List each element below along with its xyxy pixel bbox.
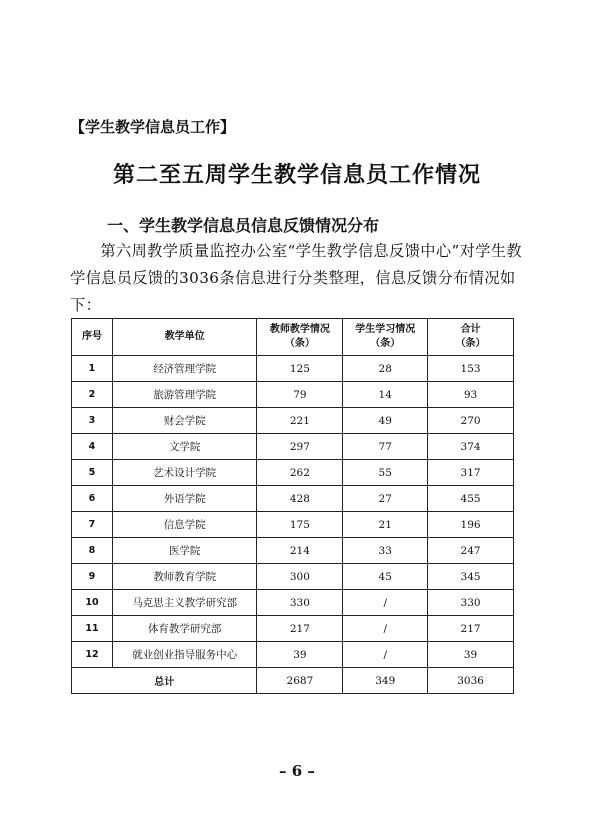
cell-teacher: 39 — [257, 642, 343, 668]
header-unit: 教学单位 — [112, 319, 257, 356]
page-title: 第二至五周学生教学信息员工作情况 — [112, 162, 481, 188]
summary-student: 349 — [343, 668, 428, 694]
cell-teacher: 297 — [257, 434, 343, 460]
cell-unit: 就业创业指导服务中心 — [112, 642, 257, 668]
section-subtitle: 一、学生教学信息员信息反馈情况分布 — [107, 216, 380, 235]
cell-student: 28 — [343, 356, 428, 382]
cell-index: 12 — [72, 642, 113, 668]
header-total-line2: （条） — [455, 338, 486, 349]
cell-total: 345 — [428, 564, 514, 590]
cell-student: 27 — [343, 486, 428, 512]
cell-student: 49 — [343, 408, 428, 434]
cell-total: 217 — [428, 616, 514, 642]
header-total — [428, 319, 514, 356]
cell-student: 45 — [343, 564, 428, 590]
cell-index: 1 — [72, 356, 113, 382]
cell-unit: 艺术设计学院 — [112, 460, 257, 486]
cell-student: 55 — [343, 460, 428, 486]
cell-student: / — [343, 590, 428, 616]
table-row — [72, 434, 514, 460]
cell-total: 153 — [428, 356, 514, 382]
header-index: 序号 — [72, 319, 113, 356]
cell-teacher: 125 — [257, 356, 343, 382]
cell-index: 5 — [72, 460, 113, 486]
cell-total: 317 — [428, 460, 514, 486]
cell-student: / — [343, 616, 428, 642]
header-student — [343, 319, 428, 356]
table-row — [72, 486, 514, 512]
intro-paragraph: 第六周教学质量监控办公室“学生教学信息反馈中心”对学生教学信息员反馈的3036条信息进行分类整理，信息反馈分布情况如下： — [70, 242, 522, 314]
header-student-line1: 学生学习情况 — [355, 324, 416, 335]
cell-unit: 旅游管理学院 — [112, 382, 257, 408]
header-teacher — [257, 319, 343, 356]
cell-student: 21 — [343, 512, 428, 538]
cell-teacher: 300 — [257, 564, 343, 590]
cell-index: 3 — [72, 408, 113, 434]
cell-teacher: 262 — [257, 460, 343, 486]
cell-teacher: 217 — [257, 616, 343, 642]
cell-unit: 体育教学研究部 — [112, 616, 257, 642]
cell-index: 4 — [72, 434, 113, 460]
table-row — [72, 382, 514, 408]
table-row — [72, 512, 514, 538]
table-row — [72, 356, 514, 382]
summary-teacher: 2687 — [257, 668, 343, 694]
cell-student: 33 — [343, 538, 428, 564]
cell-total: 270 — [428, 408, 514, 434]
page-number: – 6 – — [279, 762, 315, 780]
cell-total: 39 — [428, 642, 514, 668]
table-row — [72, 642, 514, 668]
cell-unit: 文学院 — [112, 434, 257, 460]
cell-index: 10 — [72, 590, 113, 616]
table-row — [72, 538, 514, 564]
cell-teacher: 221 — [257, 408, 343, 434]
summary-label: 总计 — [72, 668, 257, 694]
cell-total: 247 — [428, 538, 514, 564]
cell-total: 455 — [428, 486, 514, 512]
header-total-line1: 合计 — [460, 324, 481, 335]
cell-teacher: 214 — [257, 538, 343, 564]
cell-index: 8 — [72, 538, 113, 564]
table-row — [72, 564, 514, 590]
summary-total: 3036 — [428, 668, 514, 694]
cell-total: 330 — [428, 590, 514, 616]
section-tag: 【学生教学信息员工作】 — [70, 118, 236, 136]
cell-student: 77 — [343, 434, 428, 460]
table-row — [72, 590, 514, 616]
cell-total: 93 — [428, 382, 514, 408]
cell-total: 196 — [428, 512, 514, 538]
cell-unit: 财会学院 — [112, 408, 257, 434]
header-teacher-line1: 教师教学情况 — [269, 324, 330, 335]
cell-total: 374 — [428, 434, 514, 460]
cell-unit: 马克思主义教学研究部 — [112, 590, 257, 616]
table-header-row — [72, 319, 514, 356]
cell-index: 6 — [72, 486, 113, 512]
feedback-table — [71, 318, 514, 694]
cell-student: / — [343, 642, 428, 668]
cell-unit: 经济管理学院 — [112, 356, 257, 382]
cell-unit: 外语学院 — [112, 486, 257, 512]
cell-index: 7 — [72, 512, 113, 538]
cell-student: 14 — [343, 382, 428, 408]
table-row — [72, 408, 514, 434]
table-row — [72, 460, 514, 486]
cell-index: 2 — [72, 382, 113, 408]
cell-unit: 信息学院 — [112, 512, 257, 538]
table-summary-row — [72, 668, 514, 694]
cell-teacher: 330 — [257, 590, 343, 616]
cell-teacher: 175 — [257, 512, 343, 538]
cell-unit: 教师教育学院 — [112, 564, 257, 590]
cell-unit: 医学院 — [112, 538, 257, 564]
cell-index: 9 — [72, 564, 113, 590]
cell-teacher: 428 — [257, 486, 343, 512]
cell-teacher: 79 — [257, 382, 343, 408]
header-student-line2: （条） — [370, 338, 401, 349]
table-row — [72, 616, 514, 642]
cell-index: 11 — [72, 616, 113, 642]
header-teacher-line2: （条） — [284, 338, 315, 349]
